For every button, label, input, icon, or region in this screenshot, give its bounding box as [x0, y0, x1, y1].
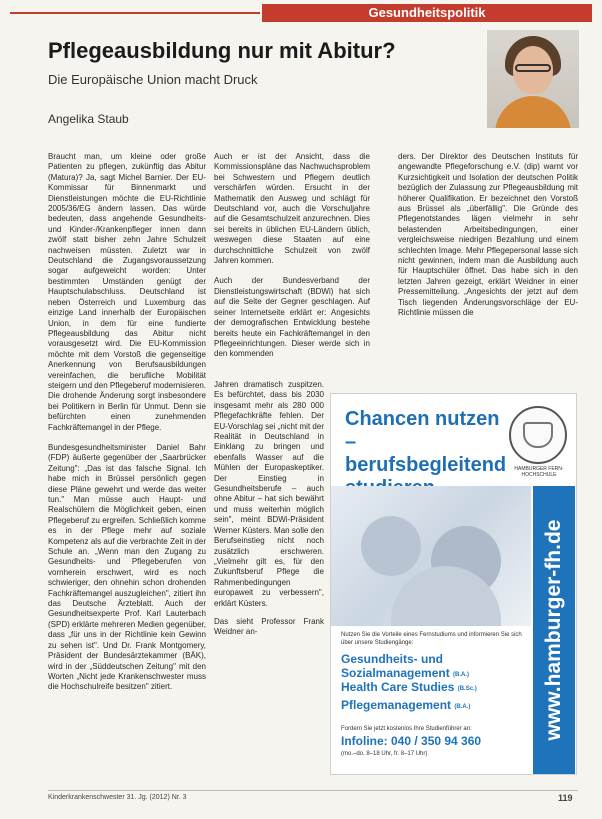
ad-infoline: Infoline: 040 / 350 94 360 — [341, 734, 482, 748]
author-photo — [487, 30, 579, 128]
paragraph: ders. Der Direktor des Deutschen Instituts für angewandte Pflegeforschung e.V. (dip) warnt vor Kurzsichtigkeit und Isolation der deutschen Politik bezüglich der Zulassung zur Pflegeausbildung mit höherer Qualifikation. Er bezeichnet den Vorstoß aus Brüssel als „überfällig". Die Gründe des Pflegenotstandes lägen vielmehr in sehr belastenden Arbeitsbedingungen, einer vergleichsweise niedrigen Bezahlung und einem schlechten Image. Mehr Pflegepersonal lasse sich nicht gewinnen, indem man die Ausbildung auch für Hauptschüler öffnet. Das habe sich in den letzten Jahren gezeigt, erklärt Weidner in einer Pressemitteilung. „Angesichts der jetzt auf dem Tisch liegenden Änderungsvorschläge der EU-Richtlinie müssen die — [398, 152, 578, 318]
ad-request-text: Fordern Sie jetzt kostenlos Ihre Studienführer an: — [341, 726, 472, 732]
header-bar — [0, 0, 602, 26]
footer-rule — [48, 790, 578, 791]
paragraph: Bundesgesundheitsminister Daniel Bahr (FDP) äußerte gegenüber der „Saarbrücker Zeitung": „Das ist das falsche Signal. Ich habe mich in Brüssel persönlich gegen diese Pläne gewehrt und werde das weiter tun." Man müsse auch Haupt- und Realschülern die Möglichkeit geben, einen Pflegeberuf zu ergreifen. Schließlich komme es in der Pflege mehr auf soziale Kompetenz als auf die verbrachte Zeit in der Schule an. „Wenn man den Zugang zu Gesundheits- und Pflegeberufen von vornherein erschwert, wird es noch schwieriger, den ohnehin schon drohenden Fachkräftemangel auszugleichen", zitiert ihn das Deutsche Ärzteblatt. Auch der Gesundheitsexperte Prof. Karl Lauterbach (SPD) erklärte mehreren Medien gegenüber, dass „für uns in der Richtlinie kein Gewinn zu sehen ist". Und Dr. Frank Montgomery, Präsident der Bundesärztekammer (BÄK), wird in der „Süddeutschen Zeitung" mit den Worten „Nicht jede Krankenschwester muss die Hochschulreife besitzen" zitiert. — [48, 442, 206, 692]
course-item: Health Care Studies $^{(B.Sc.)}$ — [341, 680, 477, 694]
course-item: Pflegemanagement $^{(B.A.)}$ — [341, 698, 471, 712]
text-column-1 — [48, 152, 206, 703]
article-subtitle: Die Europäische Union macht Druck — [48, 72, 258, 87]
ad-url[interactable]: www.hamburger-fh.de — [542, 519, 565, 741]
ad-headline: Chancen nutzen – berufsbegleitend — [345, 408, 507, 476]
header-rule — [10, 12, 260, 14]
ad-hours: (mo.–do. 8–18 Uhr, fr. 8–17 Uhr) — [341, 751, 428, 757]
university-seal-icon — [509, 406, 567, 464]
paragraph: Braucht man, um kleine oder große Patienten zu pflegen, zukünftig das Abitur (Matura)? Ja, sagt Michel Barnier. Der EU-Kommissar für Binnenmarkt und Dienstleistungen möchte die EU-Richtlinie 2005/36/EG ändern lassen. Das würde bedeuten, dass angehende Gesundheits- und Kinder-/Krankenpfleger innen dann zwölf statt bisher zehn Jahre Schulzeit nachweisen müssten. Zuletzt war in Deutschland die Zugangsvoraussetzung sogar aufgeweicht worden: Unter bestimmten Umständen genügt der Hauptschulabschluss. Deutschland ist neben Österreich und Luxemburg das einzige Land innerhalb der Europäischen Union, in dem für eine fundierte Pflegeausbildung das Abitur nicht vorausgesetzt wird. Die EU-Kommission möchte mit dem Vorstoß die gegenseitige Anerkennung von Berufsausbildungen vereinfachen, die berufliche Mobilität steigern und den Pflegeberuf modernisieren. Die drohende Änderung sorgt insbesondere bei Politikern in Berlin für Unmut. Denn sie befürchten einen zunehmenden Fachkräftemangel in der Pflege. — [48, 152, 206, 432]
ad-lead-text: Nutzen Sie die Vorteile eines Fernstudiums und informieren Sie sich über unsere Studiengänge: — [341, 632, 522, 646]
text-column-3 — [398, 152, 578, 329]
journal-citation: Kinderkrankenschwester 31. Jg. (2012) Nr. 3 — [48, 794, 187, 801]
text-column-2-lower — [214, 380, 324, 646]
article-title: Pflegeausbildung nur mit Abitur? — [48, 38, 396, 63]
paragraph: Auch er ist der Ansicht, dass die Kommissionspläne das Nachwuchsproblem bei Schwestern und Pflegern deutlich verschärfen würden. Ersucht in der Mathematik den Ausweg und schlägt für Deutschland vor, auch die Vorschuljahre auf die Gesamtschulzeit anzurechnen. Dies sei bereits in üblichen EU-Ländern üblich, weswegen diese Staaten auf eine durchschnittliche Schulzeit von zwölf Jahren kommen. — [214, 152, 370, 266]
course-item: Gesundheits- und Sozialmanagement $^{(B.A.)}$ — [341, 652, 470, 680]
author-name: Angelika Staub — [48, 112, 129, 126]
ad-photo — [331, 486, 531, 626]
paragraph: Jahren dramatisch zuspitzen. Es befürchtet, dass bis 2030 insgesamt mehr als 280 000 Pflegefachkräfte fehlen. Der EU-Vorschlag sei „nicht mit der Realität in Deutschland in Einklang zu bringen und ebenfalls Wasser auf die Mühlen der Europaskeptiker. Der Einstieg in Gesundheitsberufe – auch ohne Abitur – hat sich bewährt und muss weiterhin möglich sein", meint BDWi-Präsident Werner Küsters. Man solle den Berufseinstieg nicht noch zusätzlich erschweren. „Vielmehr gilt es, für den Zukunftsberuf Pflege die Rahmenbedingungen europaweit zu verbessern", erklärt Küsters. — [214, 380, 324, 608]
text-column-2 — [214, 152, 370, 370]
paragraph: Das sieht Professor Frank Weidner an- — [214, 616, 324, 637]
section-label: Gesundheitspolitik — [262, 4, 592, 22]
advertisement — [330, 393, 577, 775]
paragraph: Auch der Bundesverband der Dienstleistungswirtschaft (BDWi) hat sich auf die Seite der Gegner geschlagen. Auf seiner Internetseite erklärt er: Angesichts der demografischen Entwicklung bestehe bereits heute ein Fachkräftemangel in den Pflegeeinrichtungen. Dieser werde sich in den kommenden — [214, 276, 370, 359]
ad-url-banner — [533, 486, 575, 774]
seal-caption: HAMBURGER FERN-HOCHSCHULE — [514, 466, 564, 478]
page-number: 119 — [558, 793, 573, 803]
